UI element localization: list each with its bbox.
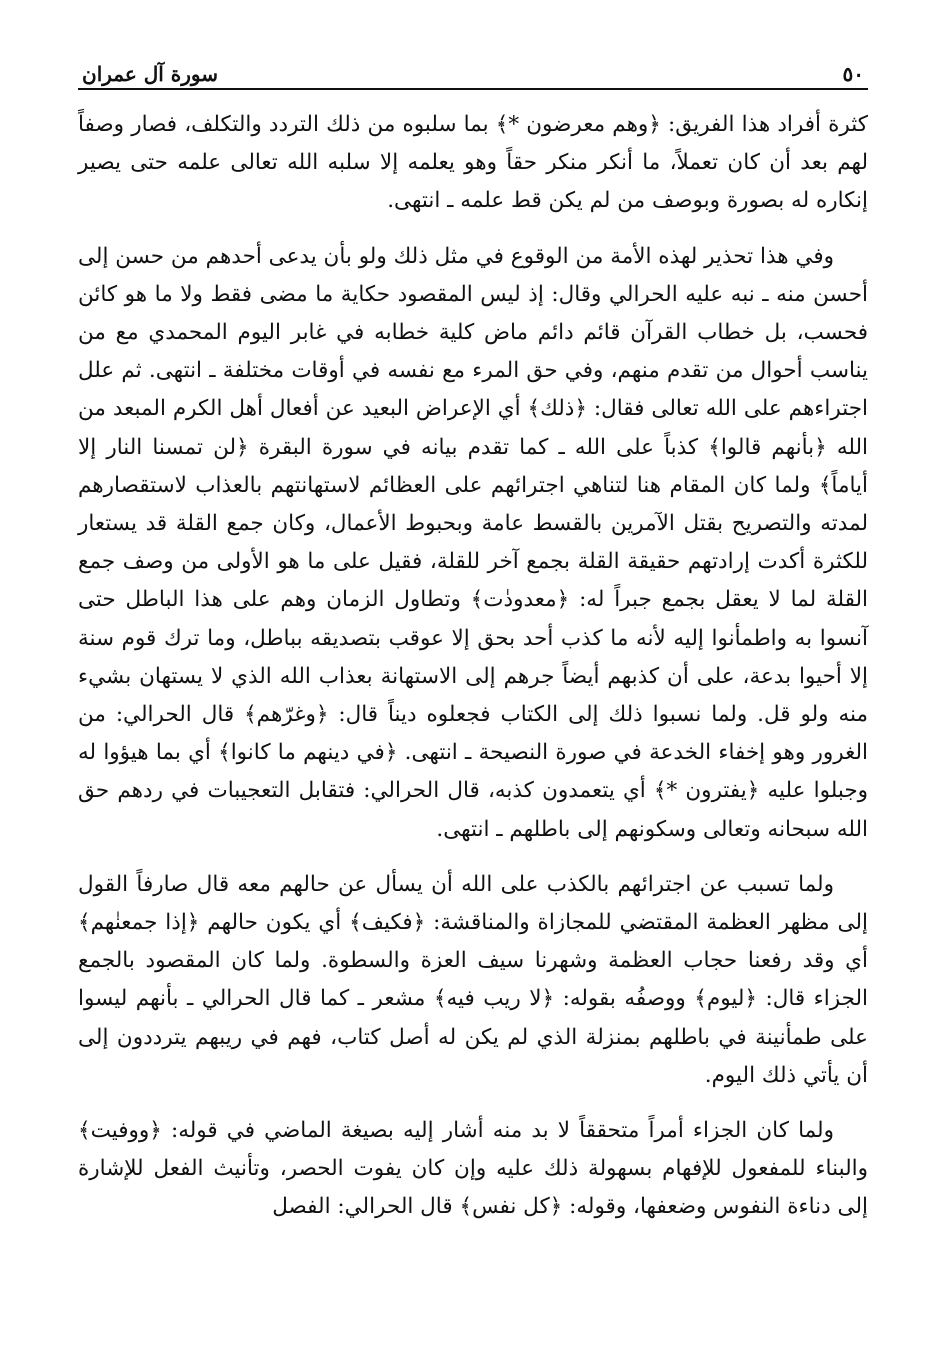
paragraph: ولما كان الجزاء أمراً متحققاً لا بد منه أشار إليه بصيغة الماضي في قوله: ﴿ووفيت﴾ والبناء للمفعول للإفهام بسهولة ذلك عليه وإن كان يفوت الحصر، وتأنيث الفعل للإشارة إلى دناءة النفوس وضعفها، وقوله: ﴿كل نفس﴾ قال الحرالي: الفصل [78, 1118, 868, 1220]
page-number: ٥٠ [842, 62, 864, 86]
paragraph: ولما تسبب عن اجترائهم بالكذب على الله أن يسأل عن حالهم معه قال صارفاً القول إلى مظهر العظمة المقتضي للمجازاة والمناقشة: ﴿فكيف﴾ أي يكون حالهم ﴿إذا جمعنٰهم﴾ أي وقد رفعنا حجاب العظمة وشهرنا سيف العزة والسطوة. ولما كان المقصود بالجمع الجزاء قال: ﴿ليوم﴾ ووصفُه بقوله: ﴿لا ريب فيه﴾ مشعر ـ كما قال الحرالي ـ بأنهم ليسوا على طمأنينة في باطلهم بمنزلة الذي لم يكن له أصل كتاب، فهم في ريبهم يترددون إلى أن يأتي ذلك اليوم. [78, 871, 868, 1088]
book-page [78, 50, 868, 1227]
paragraph: كثرة أفراد هذا الفريق: ﴿وهم معرضون *﴾ بما سلبوه من ذلك التردد والتكلف، فصار وصفاً لهم بعد أن كان تعملاً، ما أنكر منكر حقاً وهو يعلمه إلا سلبه الله تعالى علمه حتى يصير إنكاره له بصورة وبوصف من لم يكن قط علمه ـ انتهى. [78, 112, 868, 214]
page-body [78, 106, 868, 1227]
surah-title: سورة آل عمران [82, 62, 219, 86]
page-header [78, 50, 868, 86]
header-divider [78, 88, 868, 90]
paragraph: وفي هذا تحذير لهذه الأمة من الوقوع في مثل ذلك ولو بأن يدعى أحدهم من حسن إلى أحسن منه ـ نبه عليه الحرالي وقال: إذ ليس المقصود حكاية ما مضى فقط ولا ما هو كائن فحسب، بل خطاب القرآن قائم دائم ماض كلية خطابه في غابر اليوم المحمدي مع من يناسب أحوال من تقدم منهم، وفي حق المرء مع نفسه في أوقات مختلفة ـ انتهى. ثم علل اجتراءهم على الله تعالى فقال: ﴿ذلك﴾ أي الإعراض البعيد عن أفعال أهل الكرم المبعد من الله ﴿بأنهم قالوا﴾ كذباً على الله ـ كما تقدم بيانه في سورة البقرة ﴿لن تمسنا النار إلا أياماً﴾ ولما كان المقام هنا لتناهي اجترائهم على العظائم لاستهانتهم بالعذاب لاستقصارهم لمدته والتصريح بقتل الآمرين بالقسط عامة وبحبوط الأعمال، وكان جمع القلة قد يستعار للكثرة أكدت إرادتهم حقيقة القلة بجمع آخر للقلة، فقيل على ما هو الأولى من وصف جمع القلة لما لا يعقل بجمع جبراً له: ﴿معدودٰت﴾ وتطاول الزمان وهم على هذا الباطل حتى آنسوا به واطمأنوا إليه لأنه ما كذب أحد بحق إلا عوقب بتصديقه بباطل، وما ترك قوم سنة إلا أحيوا بدعة، على أن كذبهم أيضاً جرهم إلى الاستهانة بعذاب الله الذي لا يستهان بشيء منه ولو قل. ولما نسبوا ذلك إلى الكتاب فجعلوه ديناً قال: ﴿وغرّهم﴾ قال الحرالي: من الغرور وهو إخفاء الخدعة في صورة النصيحة ـ انتهى. ﴿في دينهم ما كانوا﴾ أي بما هيؤوا له وجبلوا عليه ﴿يفترون *﴾ أي يتعمدون كذبه، قال الحرالي: فتقابل التعجيبات في ردهم حق الله سبحانه وتعالى وسكونهم إلى باطلهم ـ انتهى. [77, 243, 868, 842]
